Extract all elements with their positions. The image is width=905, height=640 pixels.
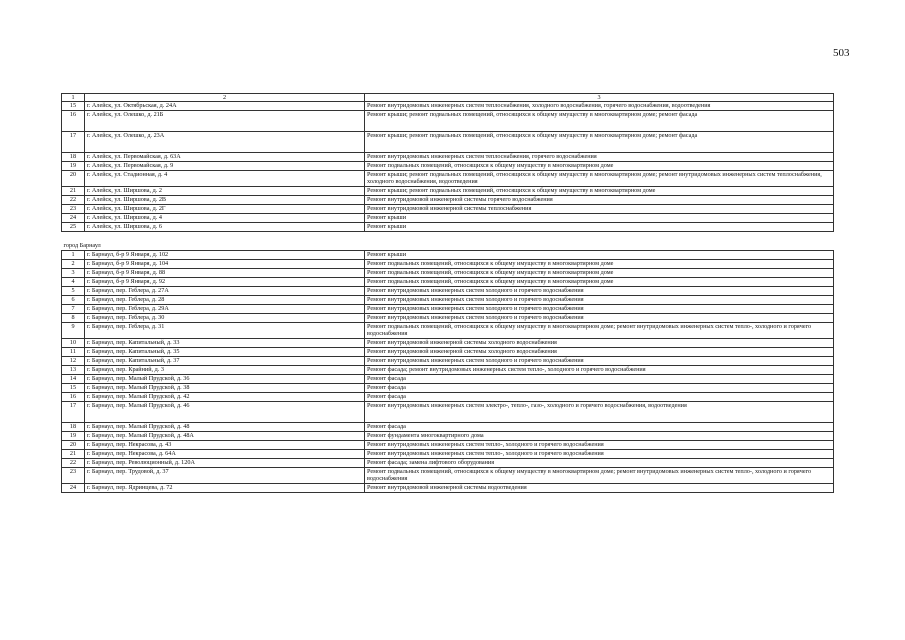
table-row xyxy=(62,450,834,459)
column-header: 1 xyxy=(62,94,85,102)
row-number: 19 xyxy=(62,432,85,441)
address-cell: г. Алейск, ул. Ширшова, д. 2Г xyxy=(85,205,365,214)
work-type-cell: Ремонт подвальных помещений, относящихся к общему имуществу в многоквартирном доме; ремонт внутридомовых инженерных систем тепло-, холодного и горячего водоснабжения xyxy=(365,468,834,484)
table-row xyxy=(62,187,834,196)
column-header: 3 xyxy=(365,94,834,102)
address-cell: г. Барнаул, б-р 9 Января, д. 92 xyxy=(85,278,365,287)
row-number: 16 xyxy=(62,111,85,132)
table-row xyxy=(62,296,834,305)
row-number: 14 xyxy=(62,375,85,384)
address-cell: г. Алейск, ул. Октябрьская, д. 24А xyxy=(85,102,365,111)
work-type-cell: Ремонт крыши xyxy=(365,223,834,232)
table-row xyxy=(62,441,834,450)
address-cell: г. Барнаул, пер. Малый Прудской, д. 48 xyxy=(85,423,365,432)
repair-register-table xyxy=(61,93,834,493)
work-type-cell: Ремонт фасада; ремонт внутридомовых инженерных систем тепло-, холодного и горячего водоснабжения xyxy=(365,366,834,375)
table-row xyxy=(62,305,834,314)
address-cell: г. Алейск, ул. Олешко, д. 23А xyxy=(85,132,365,153)
work-type-cell: Ремонт крыши xyxy=(365,251,834,260)
work-type-cell: Ремонт внутридомовой инженерной системы горячего водоснабжения xyxy=(365,196,834,205)
row-number: 6 xyxy=(62,296,85,305)
table-row xyxy=(62,366,834,375)
row-number: 11 xyxy=(62,348,85,357)
work-type-cell: Ремонт внутридомовых инженерных систем холодного и горячего водоснабжения xyxy=(365,314,834,323)
work-type-cell: Ремонт фасада xyxy=(365,393,834,402)
table-row xyxy=(62,132,834,153)
address-cell: г. Барнаул, пер. Некрасова, д. 64А xyxy=(85,450,365,459)
row-number: 15 xyxy=(62,102,85,111)
table-row xyxy=(62,339,834,348)
work-type-cell: Ремонт крыши xyxy=(365,214,834,223)
work-type-cell: Ремонт фасада xyxy=(365,375,834,384)
table-row xyxy=(62,171,834,187)
page-number: 503 xyxy=(833,47,850,59)
table-row xyxy=(62,111,834,132)
address-cell: г. Барнаул, б-р 9 Января, д. 104 xyxy=(85,260,365,269)
row-number: 17 xyxy=(62,132,85,153)
row-number: 4 xyxy=(62,278,85,287)
work-type-cell: Ремонт фасада; замена лифтового оборудования xyxy=(365,459,834,468)
column-header: 2 xyxy=(85,94,365,102)
row-number: 23 xyxy=(62,205,85,214)
row-number: 10 xyxy=(62,339,85,348)
table-row xyxy=(62,484,834,493)
work-type-cell: Ремонт фасада xyxy=(365,384,834,393)
table-row xyxy=(62,205,834,214)
row-number: 20 xyxy=(62,171,85,187)
column-header-row xyxy=(62,94,834,102)
row-number: 18 xyxy=(62,423,85,432)
work-type-cell: Ремонт подвальных помещений, относящихся к общему имуществу в многоквартирном доме xyxy=(365,260,834,269)
row-number: 22 xyxy=(62,196,85,205)
row-number: 5 xyxy=(62,287,85,296)
table-row xyxy=(62,402,834,423)
table-row xyxy=(62,287,834,296)
address-cell: г. Алейск, ул. Ширшова, д. 2В xyxy=(85,196,365,205)
address-cell: г. Барнаул, пер. Трудовой, д. 37 xyxy=(85,468,365,484)
address-cell: г. Алейск, ул. Ширшова, д. 6 xyxy=(85,223,365,232)
address-cell: г. Барнаул, б-р 9 Января, д. 88 xyxy=(85,269,365,278)
row-number: 8 xyxy=(62,314,85,323)
table-row xyxy=(62,375,834,384)
address-cell: г. Барнаул, пер. Геблера, д. 31 xyxy=(85,323,365,339)
address-cell: г. Барнаул, пер. Геблера, д. 27А xyxy=(85,287,365,296)
address-cell: г. Барнаул, пер. Малый Прудской, д. 36 xyxy=(85,375,365,384)
table-body xyxy=(62,94,834,493)
work-type-cell: Ремонт внутридомовых инженерных систем холодного и горячего водоснабжения xyxy=(365,357,834,366)
work-type-cell: Ремонт крыши; ремонт подвальных помещений, относящихся к общему имуществу в многоквартирном доме; ремонт фасада xyxy=(365,132,834,153)
work-type-cell: Ремонт внутридомовых инженерных систем холодного и горячего водоснабжения xyxy=(365,296,834,305)
address-cell: г. Барнаул, пер. Капитальный, д. 33 xyxy=(85,339,365,348)
address-cell: г. Алейск, ул. Ширшова, д. 4 xyxy=(85,214,365,223)
work-type-cell: Ремонт подвальных помещений, относящихся к общему имуществу в многоквартирном доме xyxy=(365,269,834,278)
row-number: 21 xyxy=(62,450,85,459)
work-type-cell: Ремонт внутридомовых инженерных систем холодного и горячего водоснабжения xyxy=(365,305,834,314)
address-cell: г. Алейск, ул. Первомайская, д. 9 xyxy=(85,162,365,171)
table-row xyxy=(62,384,834,393)
row-number: 18 xyxy=(62,153,85,162)
row-number: 24 xyxy=(62,484,85,493)
address-cell: г. Барнаул, пер. Некрасова, д. 43 xyxy=(85,441,365,450)
table-row xyxy=(62,260,834,269)
table-row xyxy=(62,314,834,323)
address-cell: г. Барнаул, пер. Капитальный, д. 35 xyxy=(85,348,365,357)
table-row xyxy=(62,214,834,223)
table-row xyxy=(62,432,834,441)
row-number: 3 xyxy=(62,269,85,278)
table-row xyxy=(62,348,834,357)
work-type-cell: Ремонт внутридомовых инженерных систем тепло-, холодного и горячего водоснабжения xyxy=(365,441,834,450)
work-type-cell: Ремонт внутридомовой инженерной системы теплоснабжения xyxy=(365,205,834,214)
row-number: 21 xyxy=(62,187,85,196)
address-cell: г. Барнаул, пер. Геблера, д. 30 xyxy=(85,314,365,323)
row-number: 16 xyxy=(62,393,85,402)
address-cell: г. Барнаул, пер. Малый Прудской, д. 48А xyxy=(85,432,365,441)
row-number: 9 xyxy=(62,323,85,339)
table-row xyxy=(62,323,834,339)
work-type-cell: Ремонт внутридомовых инженерных систем теплоснабжения, холодного водоснабжения, горячего водоснабжения, водоотведения xyxy=(365,102,834,111)
address-cell: г. Барнаул, пер. Революционный, д. 120А xyxy=(85,459,365,468)
work-type-cell: Ремонт фасада xyxy=(365,423,834,432)
table-row xyxy=(62,393,834,402)
row-number: 15 xyxy=(62,384,85,393)
address-cell: г. Алейск, ул. Стадионная, д. 4 xyxy=(85,171,365,187)
row-number: 19 xyxy=(62,162,85,171)
work-type-cell: Ремонт подвальных помещений, относящихся к общему имуществу в многоквартирном доме xyxy=(365,278,834,287)
work-type-cell: Ремонт подвальных помещений, относящихся к общему имуществу в многоквартирном доме; ремонт внутридомовых инженерных систем тепло-, холодного и горячего водоснабжения xyxy=(365,323,834,339)
table-row xyxy=(62,102,834,111)
work-type-cell: Ремонт внутридомовой инженерной системы водоотведения xyxy=(365,484,834,493)
table-row xyxy=(62,162,834,171)
row-number: 12 xyxy=(62,357,85,366)
work-type-cell: Ремонт внутридомовых инженерных систем тепло-, холодного и горячего водоснабжения xyxy=(365,450,834,459)
address-cell: г. Барнаул, пер. Геблера, д. 29А xyxy=(85,305,365,314)
work-type-cell: Ремонт внутридомовой инженерной системы холодного водоснабжения xyxy=(365,348,834,357)
address-cell: г. Барнаул, пер. Крайний, д. 3 xyxy=(85,366,365,375)
address-cell: г. Барнаул, пер. Капитальный, д. 37 xyxy=(85,357,365,366)
work-type-cell: Ремонт крыши; ремонт подвальных помещений, относящихся к общему имуществу в многоквартирном доме xyxy=(365,187,834,196)
row-number: 25 xyxy=(62,223,85,232)
work-type-cell: Ремонт крыши; ремонт подвальных помещений, относящихся к общему имуществу в многоквартирном доме; ремонт фасада xyxy=(365,111,834,132)
table-row xyxy=(62,357,834,366)
row-number: 1 xyxy=(62,251,85,260)
work-type-cell: Ремонт внутридомовых инженерных систем теплоснабжения, горячего водоснабжения xyxy=(365,153,834,162)
table-row xyxy=(62,196,834,205)
table-row xyxy=(62,269,834,278)
row-number: 23 xyxy=(62,468,85,484)
section-header-row xyxy=(62,232,834,251)
table-row xyxy=(62,223,834,232)
table-row xyxy=(62,468,834,484)
address-cell: г. Барнаул, пер. Ядринцева, д. 72 xyxy=(85,484,365,493)
row-number: 22 xyxy=(62,459,85,468)
row-number: 7 xyxy=(62,305,85,314)
address-cell: г. Алейск, ул. Ширшова, д. 2 xyxy=(85,187,365,196)
address-cell: г. Барнаул, б-р 9 Января, д. 102 xyxy=(85,251,365,260)
table-row xyxy=(62,423,834,432)
row-number: 17 xyxy=(62,402,85,423)
work-type-cell: Ремонт фундамента многоквартирного дома xyxy=(365,432,834,441)
address-cell: г. Барнаул, пер. Малый Прудской, д. 46 xyxy=(85,402,365,423)
address-cell: г. Барнаул, пер. Геблера, д. 28 xyxy=(85,296,365,305)
work-type-cell: Ремонт внутридомовых инженерных систем холодного и горячего водоснабжения xyxy=(365,287,834,296)
work-type-cell: Ремонт внутридомовой инженерной системы холодного водоснабжения xyxy=(365,339,834,348)
table-row xyxy=(62,251,834,260)
work-type-cell: Ремонт внутридомовых инженерных систем электро-, тепло-, газо-, холодного и горячего водоснабжения, водоотведения xyxy=(365,402,834,423)
table-row xyxy=(62,459,834,468)
row-number: 2 xyxy=(62,260,85,269)
section-title: город Барнаул xyxy=(62,232,834,251)
table-row xyxy=(62,153,834,162)
table-row xyxy=(62,278,834,287)
address-cell: г. Барнаул, пер. Малый Прудской, д. 38 xyxy=(85,384,365,393)
work-type-cell: Ремонт подвальных помещений, относящихся к общему имуществу в многоквартирном доме xyxy=(365,162,834,171)
row-number: 24 xyxy=(62,214,85,223)
row-number: 20 xyxy=(62,441,85,450)
row-number: 13 xyxy=(62,366,85,375)
address-cell: г. Алейск, ул. Олешко, д. 21Б xyxy=(85,111,365,132)
address-cell: г. Барнаул, пер. Малый Прудской, д. 42 xyxy=(85,393,365,402)
work-type-cell: Ремонт крыши; ремонт подвальных помещений, относящихся к общему имуществу в многоквартирном доме; ремонт внутридомовых инженерных систем теплоснабжения, холодного водоснабжения, водоотведения xyxy=(365,171,834,187)
address-cell: г. Алейск, ул. Первомайская, д. 63А xyxy=(85,153,365,162)
